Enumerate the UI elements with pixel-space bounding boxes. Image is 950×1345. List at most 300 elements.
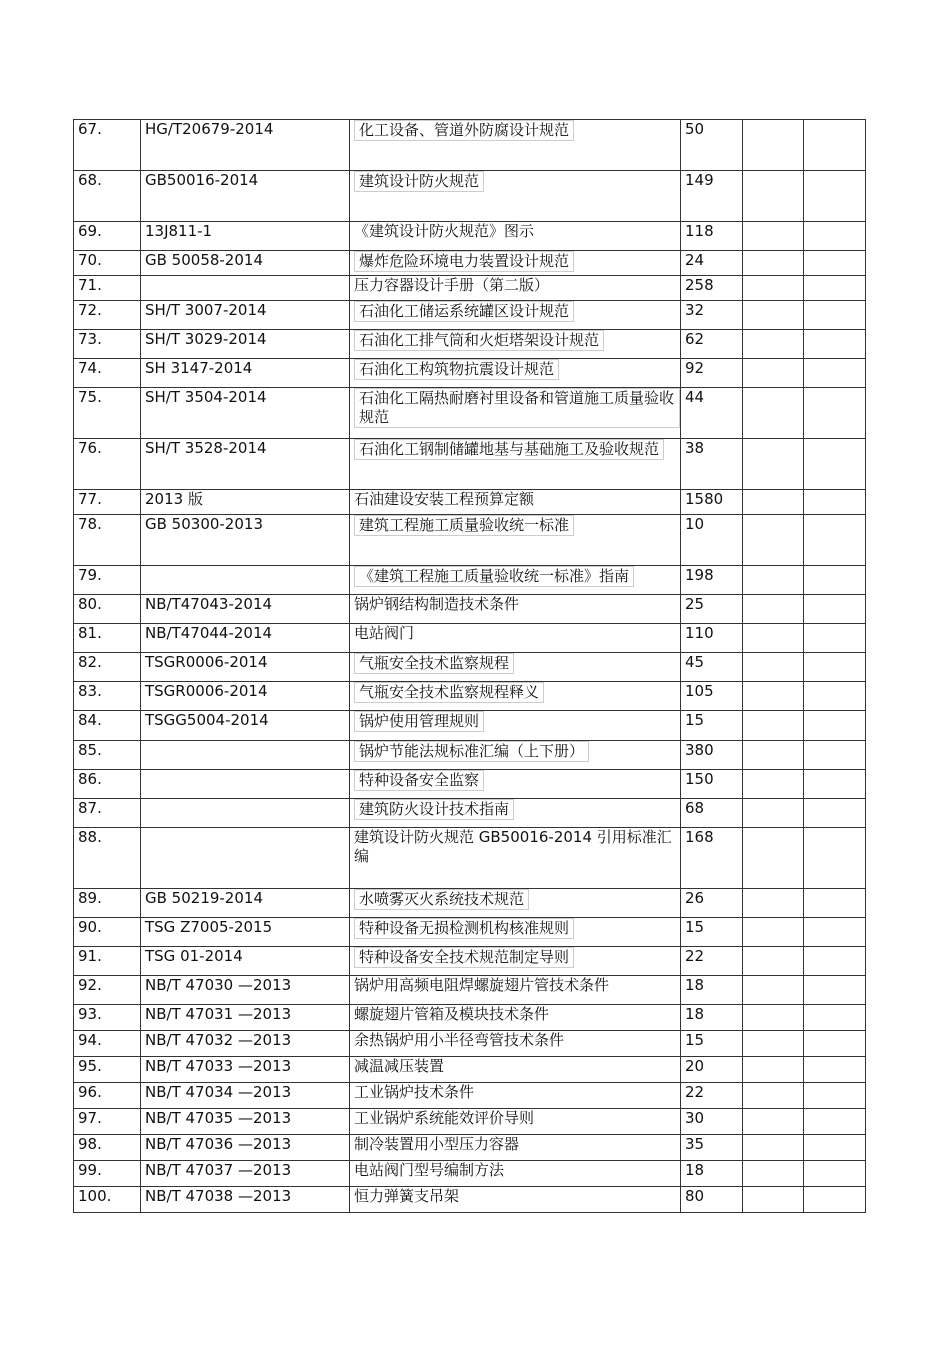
row-number [74, 624, 141, 653]
empty-cell-1 [743, 976, 804, 1005]
empty-cell-2 [804, 388, 866, 439]
quantity [681, 1161, 743, 1187]
empty-cell-1 [743, 1057, 804, 1083]
row-number-text: 77. [78, 490, 102, 508]
standard-name [350, 330, 681, 359]
standard-name-text: 恒力弹簧支吊架 [354, 1187, 460, 1205]
empty-cell-2 [804, 566, 866, 595]
standard-name-text: 石油化工构筑物抗震设计规范 [354, 359, 559, 380]
standard-code [141, 566, 350, 595]
standard-code-text: 2013 版 [145, 490, 203, 508]
table-row [74, 918, 866, 947]
quantity-text: 25 [685, 595, 705, 613]
row-number-text: 100. [78, 1187, 112, 1205]
empty-cell-1 [743, 947, 804, 976]
empty-cell-2 [804, 1161, 866, 1187]
row-number [74, 595, 141, 624]
table-row [74, 947, 866, 976]
row-number [74, 330, 141, 359]
row-number [74, 515, 141, 566]
standard-name [350, 918, 681, 947]
empty-cell-2 [804, 741, 866, 770]
standard-code-text: GB 50300-2013 [145, 515, 263, 533]
quantity [681, 682, 743, 711]
row-number-text: 85. [78, 741, 102, 759]
quantity [681, 918, 743, 947]
standard-code-text: TSGR0006-2014 [145, 682, 268, 700]
standard-code [141, 595, 350, 624]
row-number [74, 222, 141, 251]
standard-name-text: 锅炉用高频电阻焊螺旋翅片管技术条件 [354, 976, 610, 994]
quantity-text: 10 [685, 515, 705, 533]
quantity [681, 330, 743, 359]
quantity-text: 22 [685, 1083, 705, 1101]
standard-code [141, 918, 350, 947]
row-number-text: 84. [78, 711, 102, 729]
empty-cell-2 [804, 251, 866, 276]
table-row [74, 799, 866, 828]
standard-name [350, 741, 681, 770]
standard-code [141, 947, 350, 976]
table-row [74, 828, 866, 889]
table-row [74, 1031, 866, 1057]
standard-name-text: 气瓶安全技术监察规程 [354, 653, 514, 674]
quantity [681, 276, 743, 301]
standard-name-text: 石油化工排气筒和火炬塔架设计规范 [354, 330, 604, 351]
quantity [681, 388, 743, 439]
empty-cell-1 [743, 1187, 804, 1213]
standard-name [350, 1109, 681, 1135]
standard-name-text: 石油建设安装工程预算定额 [354, 490, 535, 508]
empty-cell-1 [743, 653, 804, 682]
row-number-text: 76. [78, 439, 102, 457]
empty-cell-2 [804, 918, 866, 947]
standard-code [141, 276, 350, 301]
empty-cell-2 [804, 1109, 866, 1135]
row-number-text: 92. [78, 976, 102, 994]
quantity-text: 15 [685, 711, 705, 729]
empty-cell-2 [804, 330, 866, 359]
quantity-text: 168 [685, 828, 714, 846]
standard-name [350, 490, 681, 515]
standard-code [141, 251, 350, 276]
empty-cell-1 [743, 222, 804, 251]
table-row [74, 1187, 866, 1213]
standard-name [350, 301, 681, 330]
row-number-text: 73. [78, 330, 102, 348]
row-number [74, 682, 141, 711]
standard-name-text: 气瓶安全技术监察规程释义 [354, 682, 544, 703]
row-number-text: 97. [78, 1109, 102, 1127]
quantity-text: 258 [685, 276, 714, 294]
standard-code-text: NB/T 47032 —2013 [145, 1031, 292, 1049]
standard-code-text: NB/T 47036 —2013 [145, 1135, 292, 1153]
row-number-text: 99. [78, 1161, 102, 1179]
quantity-text: 26 [685, 889, 705, 907]
quantity-text: 198 [685, 566, 714, 584]
empty-cell-1 [743, 682, 804, 711]
quantity-text: 35 [685, 1135, 705, 1153]
row-number [74, 741, 141, 770]
standard-code-text: SH/T 3528-2014 [145, 439, 267, 457]
quantity [681, 515, 743, 566]
standard-code-text: NB/T 47037 —2013 [145, 1161, 292, 1179]
standard-code [141, 1187, 350, 1213]
quantity-text: 30 [685, 1109, 705, 1127]
quantity-text: 68 [685, 799, 705, 817]
quantity-text: 18 [685, 976, 705, 994]
quantity-text: 50 [685, 120, 705, 138]
standard-code-text: GB 50058-2014 [145, 251, 263, 269]
standard-code-text: NB/T47044-2014 [145, 624, 273, 642]
empty-cell-1 [743, 171, 804, 222]
row-number [74, 770, 141, 799]
standard-name-text: 工业锅炉技术条件 [354, 1083, 475, 1101]
row-number-text: 96. [78, 1083, 102, 1101]
table-row [74, 490, 866, 515]
standard-code [141, 1083, 350, 1109]
table-row [74, 595, 866, 624]
quantity-text: 38 [685, 439, 705, 457]
row-number [74, 1135, 141, 1161]
standard-code [141, 1109, 350, 1135]
empty-cell-1 [743, 1005, 804, 1031]
quantity [681, 359, 743, 388]
standard-name [350, 251, 681, 276]
standard-code [141, 171, 350, 222]
row-number-text: 79. [78, 566, 102, 584]
standard-name [350, 1057, 681, 1083]
row-number [74, 490, 141, 515]
quantity [681, 120, 743, 171]
row-number-text: 86. [78, 770, 102, 788]
table-row [74, 1057, 866, 1083]
standard-code-text: SH/T 3504-2014 [145, 388, 267, 406]
standard-name-text: 建筑设计防火规范 GB50016-2014 引用标准汇编 [354, 828, 672, 865]
row-number-text: 81. [78, 624, 102, 642]
empty-cell-1 [743, 595, 804, 624]
standards-table-body [74, 120, 866, 1213]
standard-name [350, 388, 681, 439]
row-number [74, 276, 141, 301]
standard-name-text: 锅炉节能法规标准汇编（上下册） [354, 741, 589, 762]
standard-code [141, 770, 350, 799]
standard-code-text: TSG Z7005-2015 [145, 918, 273, 936]
quantity [681, 711, 743, 741]
standard-code [141, 388, 350, 439]
empty-cell-1 [743, 770, 804, 799]
row-number [74, 711, 141, 741]
quantity [681, 490, 743, 515]
row-number [74, 171, 141, 222]
empty-cell-1 [743, 439, 804, 490]
table-row [74, 976, 866, 1005]
empty-cell-2 [804, 1135, 866, 1161]
empty-cell-2 [804, 1187, 866, 1213]
standard-code-text: GB50016-2014 [145, 171, 259, 189]
row-number [74, 301, 141, 330]
row-number [74, 799, 141, 828]
row-number [74, 439, 141, 490]
row-number-text: 83. [78, 682, 102, 700]
row-number [74, 918, 141, 947]
standard-name-text: 石油化工钢制储罐地基与基础施工及验收规范 [354, 439, 664, 460]
empty-cell-1 [743, 828, 804, 889]
empty-cell-2 [804, 682, 866, 711]
empty-cell-2 [804, 770, 866, 799]
quantity [681, 1083, 743, 1109]
row-number-text: 68. [78, 171, 102, 189]
standard-name [350, 1005, 681, 1031]
empty-cell-1 [743, 1135, 804, 1161]
quantity-text: 18 [685, 1161, 705, 1179]
empty-cell-2 [804, 301, 866, 330]
quantity [681, 251, 743, 276]
quantity-text: 15 [685, 1031, 705, 1049]
quantity-text: 80 [685, 1187, 705, 1205]
quantity [681, 171, 743, 222]
standard-code-text: NB/T47043-2014 [145, 595, 273, 613]
empty-cell-1 [743, 1031, 804, 1057]
standard-code-text: 13J811-1 [145, 222, 213, 240]
row-number [74, 251, 141, 276]
empty-cell-2 [804, 976, 866, 1005]
empty-cell-2 [804, 1005, 866, 1031]
standard-code [141, 976, 350, 1005]
row-number [74, 1083, 141, 1109]
row-number-text: 80. [78, 595, 102, 613]
row-number-text: 74. [78, 359, 102, 377]
row-number-text: 90. [78, 918, 102, 936]
row-number-text: 82. [78, 653, 102, 671]
standard-name-text: 锅炉钢结构制造技术条件 [354, 595, 520, 613]
empty-cell-1 [743, 741, 804, 770]
empty-cell-1 [743, 1161, 804, 1187]
empty-cell-2 [804, 595, 866, 624]
quantity-text: 32 [685, 301, 705, 319]
quantity-text: 380 [685, 741, 714, 759]
quantity [681, 301, 743, 330]
standard-code-text: GB 50219-2014 [145, 889, 263, 907]
row-number [74, 359, 141, 388]
table-row [74, 222, 866, 251]
standard-code-text: NB/T 47034 —2013 [145, 1083, 292, 1101]
quantity [681, 439, 743, 490]
standard-name [350, 1083, 681, 1109]
empty-cell-1 [743, 120, 804, 171]
table-row [74, 171, 866, 222]
table-row [74, 770, 866, 799]
table-row [74, 566, 866, 595]
standard-name-text: 特种设备无损检测机构核准规则 [354, 918, 574, 939]
standard-name [350, 222, 681, 251]
quantity [681, 1187, 743, 1213]
empty-cell-1 [743, 330, 804, 359]
standard-name [350, 120, 681, 171]
row-number-text: 95. [78, 1057, 102, 1075]
table-row [74, 301, 866, 330]
empty-cell-1 [743, 251, 804, 276]
standard-code [141, 1161, 350, 1187]
standard-name-text: 《建筑设计防火规范》图示 [354, 222, 535, 240]
quantity [681, 828, 743, 889]
standard-name [350, 595, 681, 624]
standard-code-text: NB/T 47031 —2013 [145, 1005, 292, 1023]
table-row [74, 1005, 866, 1031]
standard-code [141, 490, 350, 515]
empty-cell-2 [804, 515, 866, 566]
empty-cell-2 [804, 439, 866, 490]
empty-cell-1 [743, 889, 804, 918]
quantity [681, 947, 743, 976]
standard-name [350, 653, 681, 682]
empty-cell-1 [743, 1083, 804, 1109]
empty-cell-2 [804, 120, 866, 171]
quantity [681, 976, 743, 1005]
quantity [681, 566, 743, 595]
standard-code [141, 889, 350, 918]
standard-code-text: SH/T 3029-2014 [145, 330, 267, 348]
standard-code [141, 711, 350, 741]
row-number [74, 1109, 141, 1135]
table-row [74, 120, 866, 171]
empty-cell-2 [804, 1057, 866, 1083]
table-row [74, 1135, 866, 1161]
standard-name-text: 《建筑工程施工质量验收统一标准》指南 [354, 566, 634, 587]
quantity-text: 15 [685, 918, 705, 936]
standard-code [141, 222, 350, 251]
standard-name-text: 特种设备安全技术规范制定导则 [354, 947, 574, 968]
empty-cell-2 [804, 947, 866, 976]
empty-cell-1 [743, 301, 804, 330]
quantity-text: 45 [685, 653, 705, 671]
quantity-text: 62 [685, 330, 705, 348]
row-number [74, 976, 141, 1005]
table-row [74, 359, 866, 388]
standard-code-text: SH 3147-2014 [145, 359, 253, 377]
standard-code-text: TSGG5004-2014 [145, 711, 269, 729]
standard-name [350, 711, 681, 741]
table-row [74, 889, 866, 918]
empty-cell-1 [743, 566, 804, 595]
standard-name [350, 624, 681, 653]
row-number [74, 1187, 141, 1213]
standard-name-text: 锅炉使用管理规则 [354, 711, 484, 732]
standard-name-text: 化工设备、管道外防腐设计规范 [354, 120, 574, 141]
standard-code [141, 799, 350, 828]
empty-cell-2 [804, 222, 866, 251]
quantity [681, 1135, 743, 1161]
empty-cell-2 [804, 711, 866, 741]
standard-code [141, 1057, 350, 1083]
quantity-text: 149 [685, 171, 714, 189]
empty-cell-2 [804, 889, 866, 918]
empty-cell-1 [743, 918, 804, 947]
quantity [681, 1031, 743, 1057]
table-row [74, 276, 866, 301]
standard-name [350, 682, 681, 711]
quantity-text: 105 [685, 682, 714, 700]
quantity-text: 18 [685, 1005, 705, 1023]
standard-name [350, 828, 681, 889]
empty-cell-1 [743, 624, 804, 653]
table-row [74, 682, 866, 711]
standard-name-text: 螺旋翅片管箱及模块技术条件 [354, 1005, 550, 1023]
quantity-text: 24 [685, 251, 705, 269]
standard-name-text: 建筑防火设计技术指南 [354, 799, 514, 820]
standard-name-text: 水喷雾灭火系统技术规范 [354, 889, 529, 910]
standard-code-text: SH/T 3007-2014 [145, 301, 267, 319]
table-row [74, 711, 866, 741]
standard-name-text: 电站阀门 [354, 624, 415, 642]
standards-table [73, 119, 866, 1213]
standard-name [350, 171, 681, 222]
quantity [681, 624, 743, 653]
standard-name [350, 889, 681, 918]
empty-cell-1 [743, 515, 804, 566]
standard-name [350, 566, 681, 595]
row-number [74, 828, 141, 889]
quantity-text: 150 [685, 770, 714, 788]
quantity [681, 595, 743, 624]
row-number [74, 1057, 141, 1083]
quantity-text: 44 [685, 388, 705, 406]
standard-code-text: NB/T 47035 —2013 [145, 1109, 292, 1127]
table-row [74, 653, 866, 682]
standard-code [141, 1135, 350, 1161]
row-number-text: 93. [78, 1005, 102, 1023]
table-row [74, 388, 866, 439]
row-number-text: 75. [78, 388, 102, 406]
row-number-text: 89. [78, 889, 102, 907]
empty-cell-2 [804, 799, 866, 828]
standard-name-text: 制冷装置用小型压力容器 [354, 1135, 520, 1153]
quantity-text: 92 [685, 359, 705, 377]
standard-code [141, 653, 350, 682]
empty-cell-2 [804, 490, 866, 515]
row-number [74, 1005, 141, 1031]
quantity [681, 653, 743, 682]
empty-cell-2 [804, 828, 866, 889]
quantity-text: 1580 [685, 490, 724, 508]
table-row [74, 1161, 866, 1187]
quantity [681, 1005, 743, 1031]
standard-name [350, 799, 681, 828]
standard-code [141, 1005, 350, 1031]
row-number-text: 71. [78, 276, 102, 294]
standard-code [141, 359, 350, 388]
standard-name-text: 工业锅炉系统能效评价导则 [354, 1109, 535, 1127]
row-number [74, 1031, 141, 1057]
table-row [74, 439, 866, 490]
table-row [74, 330, 866, 359]
row-number [74, 120, 141, 171]
quantity [681, 1109, 743, 1135]
table-row [74, 1109, 866, 1135]
quantity [681, 770, 743, 799]
row-number [74, 1161, 141, 1187]
empty-cell-2 [804, 1083, 866, 1109]
standard-name-text: 电站阀门型号编制方法 [354, 1161, 505, 1179]
row-number-text: 72. [78, 301, 102, 319]
empty-cell-2 [804, 171, 866, 222]
standard-code [141, 301, 350, 330]
empty-cell-2 [804, 1031, 866, 1057]
row-number-text: 94. [78, 1031, 102, 1049]
standard-name [350, 276, 681, 301]
empty-cell-2 [804, 624, 866, 653]
standard-name [350, 439, 681, 490]
